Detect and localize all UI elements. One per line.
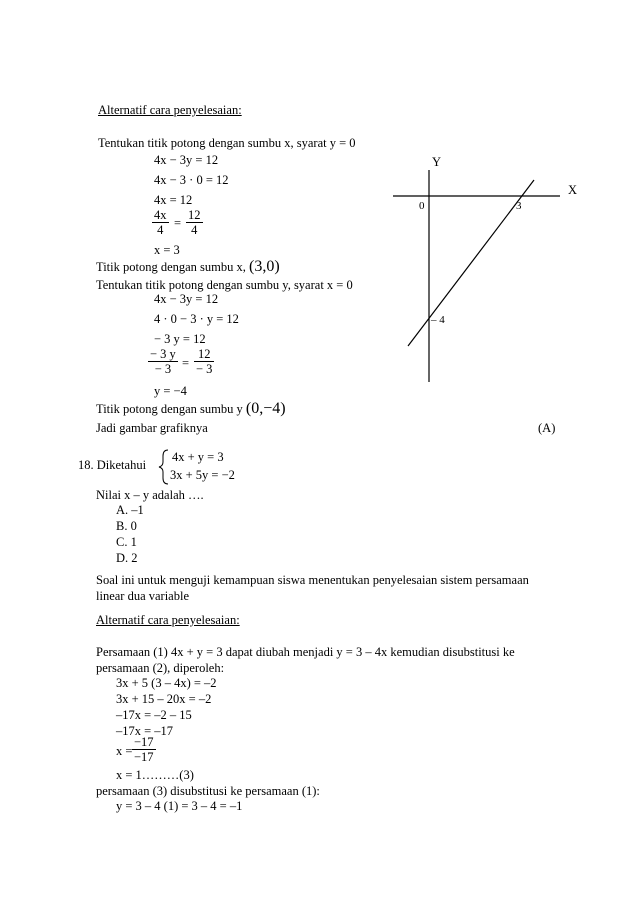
x-axis-label: X bbox=[568, 183, 578, 197]
fraction-prefix: x = bbox=[116, 744, 133, 758]
solution-line-2: persamaan (2), diperoleh: bbox=[96, 661, 225, 675]
y-point-value: (0,−4) bbox=[245, 400, 286, 417]
alternative-solution-heading: Alternatif cara penyelesaian: bbox=[98, 103, 242, 117]
x-fraction-right-denominator: 4 bbox=[191, 223, 198, 237]
solution-step-3: –17x = –2 – 15 bbox=[116, 708, 192, 722]
final-result: y = 3 – 4 (1) = 3 – 4 = –1 bbox=[116, 799, 243, 813]
option-d: D. 2 bbox=[116, 551, 138, 565]
x-fraction-left-numerator: 4x bbox=[154, 208, 167, 222]
y-step-1: 4x − 3y = 12 bbox=[154, 292, 219, 306]
x-point-value: (3,0) bbox=[249, 258, 280, 275]
answer-label: (A) bbox=[538, 421, 556, 435]
solution-step-2: 3x + 15 – 20x = –2 bbox=[116, 692, 212, 706]
option-b: B. 0 bbox=[116, 519, 137, 533]
equation-1: 4x + y = 3 bbox=[172, 450, 224, 464]
question-18-intro: 18. Diketahui bbox=[78, 458, 147, 472]
y-fraction-right-denominator: − 3 bbox=[196, 362, 213, 376]
y-step-2: 4 · 0 − 3 · y = 12 bbox=[154, 312, 239, 326]
x-tick-label: 3 bbox=[516, 200, 522, 212]
equals-sign: = bbox=[182, 356, 190, 370]
solution-fraction-denominator: −17 bbox=[134, 750, 154, 764]
alternative-solution-heading-2: Alternatif cara penyelesaian: bbox=[96, 613, 240, 627]
y-result: y = −4 bbox=[154, 384, 187, 398]
origin-label: 0 bbox=[419, 200, 425, 212]
y-fraction-left-numerator: − 3 y bbox=[150, 347, 176, 361]
y-tick-label: – 4 bbox=[431, 314, 445, 326]
equation-2: 3x + 5y = −2 bbox=[170, 468, 235, 482]
solution-fraction bbox=[132, 735, 156, 764]
solution-fraction-numerator: −17 bbox=[134, 735, 154, 749]
substitution-text: persamaan (3) disubstitusi ke persamaan (1): bbox=[96, 784, 320, 798]
option-a: A. –1 bbox=[116, 503, 144, 517]
equals-sign: = bbox=[174, 216, 182, 230]
y-axis-label: Y bbox=[432, 155, 442, 169]
description-line-2: linear dua variable bbox=[96, 589, 190, 603]
option-c: C. 1 bbox=[116, 535, 137, 549]
solution-step-1: 3x + 5 (3 – 4x) = –2 bbox=[116, 676, 217, 690]
x-point-label: Titik potong dengan sumbu x, bbox=[96, 260, 246, 274]
x-value-result: x = 1………(3) bbox=[116, 768, 194, 782]
question-18-prompt: Nilai x – y adalah …. bbox=[96, 488, 204, 502]
graph-caption: Jadi gambar grafiknya bbox=[96, 421, 208, 435]
x-step-2: 4x − 3 · 0 = 12 bbox=[154, 173, 229, 187]
y-fraction-left-denominator: − 3 bbox=[154, 362, 172, 376]
x-step-1: 4x − 3y = 12 bbox=[154, 153, 219, 167]
description-line-1: Soal ini untuk menguji kemampuan siswa menentukan penyelesaian sistem persamaan bbox=[96, 573, 529, 587]
left-brace-icon bbox=[159, 450, 168, 484]
x-intercept-intro: Tentukan titik potong dengan sumbu x, syarat y = 0 bbox=[98, 136, 356, 150]
x-step-3: 4x = 12 bbox=[154, 193, 193, 207]
solution-line-1: Persamaan (1) 4x + y = 3 dapat diubah menjadi y = 3 – 4x kemudian disubstitusi ke bbox=[96, 645, 515, 659]
y-point-label: Titik potong dengan sumbu y bbox=[96, 402, 243, 416]
y-step-3: − 3 y = 12 bbox=[154, 332, 206, 346]
y-intercept-intro: Tentukan titik potong dengan sumbu y, syarat x = 0 bbox=[96, 278, 353, 292]
x-fraction-right-numerator: 12 bbox=[188, 208, 201, 222]
x-result: x = 3 bbox=[154, 243, 180, 257]
solution-step-4: –17x = –17 bbox=[116, 724, 174, 738]
x-fraction-left-denominator: 4 bbox=[157, 223, 164, 237]
y-fraction-right-numerator: 12 bbox=[194, 347, 214, 362]
